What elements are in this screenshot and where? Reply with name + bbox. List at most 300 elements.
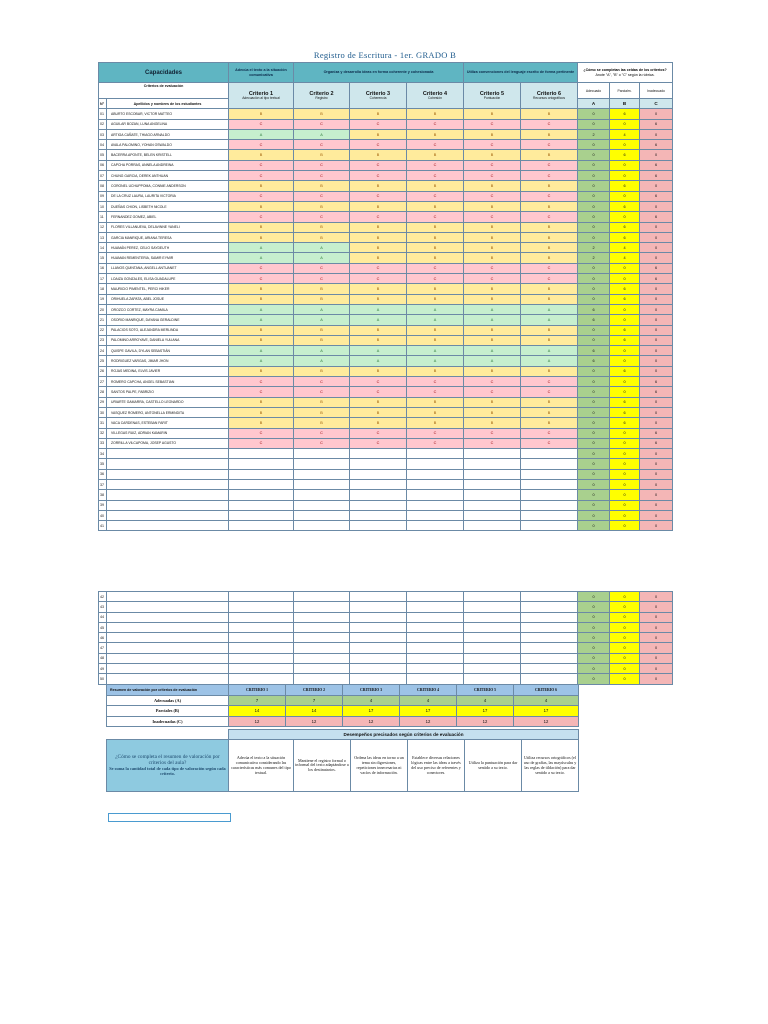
grade-cell[interactable]: C [350,387,407,397]
student-name[interactable]: FLORES VILLANUEVA, DELAVINNE YANELI [107,222,229,232]
grade-cell[interactable]: B [294,109,350,119]
grade-cell[interactable]: C [407,377,464,387]
grade-cell[interactable]: B [350,418,407,428]
grade-cell[interactable]: A [294,304,350,314]
empty-cell[interactable] [107,664,229,674]
grade-cell[interactable]: A [407,315,464,325]
grade-cell[interactable]: B [521,201,578,211]
student-name[interactable] [107,459,229,469]
empty-cell[interactable] [294,643,350,653]
grade-cell[interactable]: B [464,253,521,263]
grade-cell[interactable]: B [464,181,521,191]
grade-cell[interactable]: C [521,438,578,448]
student-name[interactable]: VASQUEZ ROMERO, ANTONELLA ERMINDITA [107,407,229,417]
grade-cell[interactable]: B [407,253,464,263]
grade-cell[interactable]: C [350,212,407,222]
grade-cell[interactable]: B [464,325,521,335]
grade-cell[interactable]: C [229,387,294,397]
grade-cell[interactable] [229,510,294,520]
grade-cell[interactable]: C [350,171,407,181]
grade-cell[interactable]: C [464,119,521,129]
student-name[interactable]: CORONEL UCHUPPOMA, CONNIE ANDERSON [107,181,229,191]
grade-cell[interactable]: C [294,274,350,284]
grade-cell[interactable] [294,459,350,469]
grade-cell[interactable]: A [521,356,578,366]
empty-cell[interactable] [407,622,464,632]
grade-cell[interactable]: B [229,284,294,294]
grade-cell[interactable]: B [229,335,294,345]
empty-cell[interactable] [350,602,407,612]
empty-cell[interactable] [229,674,294,684]
grade-cell[interactable]: C [464,263,521,273]
student-name[interactable] [107,510,229,520]
empty-cell[interactable] [350,653,407,663]
grade-cell[interactable]: B [229,325,294,335]
grade-cell[interactable]: B [294,325,350,335]
empty-cell[interactable] [229,592,294,602]
grade-cell[interactable]: C [229,274,294,284]
grade-cell[interactable] [521,479,578,489]
grade-cell[interactable]: B [521,325,578,335]
grade-cell[interactable]: C [294,140,350,150]
grade-cell[interactable]: B [350,335,407,345]
grade-cell[interactable]: A [229,346,294,356]
grade-cell[interactable]: B [521,397,578,407]
grade-cell[interactable]: C [521,171,578,181]
empty-cell[interactable] [107,633,229,643]
grade-cell[interactable]: B [294,284,350,294]
empty-cell[interactable] [294,612,350,622]
empty-cell[interactable] [294,622,350,632]
grade-cell[interactable]: C [521,274,578,284]
empty-cell[interactable] [521,592,578,602]
empty-cell[interactable] [107,643,229,653]
grade-cell[interactable]: C [229,263,294,273]
empty-cell[interactable] [350,643,407,653]
grade-cell[interactable]: C [521,387,578,397]
grade-cell[interactable]: C [521,212,578,222]
grade-cell[interactable]: B [294,222,350,232]
student-name[interactable]: BACERRA APONTE, BELEN KRISTELL [107,150,229,160]
grade-cell[interactable]: B [229,150,294,160]
empty-cell[interactable] [294,664,350,674]
grade-cell[interactable] [464,479,521,489]
grade-cell[interactable]: A [350,356,407,366]
student-name[interactable]: ROMERO CAPCHA, ANGEL SEBASTIAN [107,377,229,387]
grade-cell[interactable]: C [294,263,350,273]
grade-cell[interactable]: A [294,346,350,356]
grade-cell[interactable]: C [350,140,407,150]
grade-cell[interactable]: B [521,294,578,304]
grade-cell[interactable] [521,500,578,510]
student-name[interactable]: OSORIO MANRIQUE, DAYANA GERALDINE [107,315,229,325]
grade-cell[interactable]: C [229,160,294,170]
grade-cell[interactable]: B [464,366,521,376]
grade-cell[interactable] [407,490,464,500]
grade-cell[interactable] [464,459,521,469]
grade-cell[interactable]: B [350,232,407,242]
grade-cell[interactable]: C [407,160,464,170]
grade-cell[interactable]: B [521,253,578,263]
empty-cell[interactable] [229,633,294,643]
grade-cell[interactable]: B [407,294,464,304]
grade-cell[interactable] [521,521,578,531]
grade-cell[interactable]: B [350,397,407,407]
grade-cell[interactable]: A [350,304,407,314]
grade-cell[interactable]: C [229,171,294,181]
empty-cell[interactable] [521,643,578,653]
student-name[interactable] [107,469,229,479]
grade-cell[interactable]: B [407,222,464,232]
grade-cell[interactable]: B [229,201,294,211]
grade-cell[interactable] [464,510,521,520]
grade-cell[interactable]: A [521,346,578,356]
grade-cell[interactable]: C [407,140,464,150]
empty-cell[interactable] [229,664,294,674]
empty-cell[interactable] [294,602,350,612]
grade-cell[interactable]: B [294,407,350,417]
student-name[interactable]: HUAMAN REMENTERIA, SAMIR EYMIR [107,253,229,263]
student-name[interactable]: SANTOS PALPE, FABRIZIO [107,387,229,397]
student-name[interactable] [107,521,229,531]
empty-cell[interactable] [521,674,578,684]
grade-cell[interactable]: B [407,366,464,376]
grade-cell[interactable]: C [229,212,294,222]
student-name[interactable]: PALOMINO ARROYAVE, DANIELA YULIANA [107,335,229,345]
grade-cell[interactable] [350,449,407,459]
grade-cell[interactable]: A [464,356,521,366]
student-name[interactable]: ABURTO ESCOBAR, VICTOR MATTEO [107,109,229,119]
grade-cell[interactable]: C [294,191,350,201]
empty-cell[interactable] [294,674,350,684]
grade-cell[interactable]: B [229,418,294,428]
grade-cell[interactable]: B [407,129,464,139]
grade-cell[interactable] [350,510,407,520]
grade-cell[interactable]: C [294,171,350,181]
grade-cell[interactable]: C [407,119,464,129]
grade-cell[interactable]: A [464,304,521,314]
grade-cell[interactable]: C [294,387,350,397]
grade-cell[interactable] [407,521,464,531]
grade-cell[interactable]: B [464,335,521,345]
grade-cell[interactable]: B [464,129,521,139]
student-name[interactable]: HUAMÁN PEREZ, CELIO SAYDEUTH [107,243,229,253]
student-name[interactable]: RODRIGUEZ VARGAS, JIMAR JHON [107,356,229,366]
grade-cell[interactable]: B [464,284,521,294]
empty-cell[interactable] [229,602,294,612]
grade-cell[interactable]: C [350,428,407,438]
grade-cell[interactable] [521,490,578,500]
empty-cell[interactable] [521,633,578,643]
grade-cell[interactable]: C [350,191,407,201]
student-name[interactable]: ROJAS MEDINA, ELVIS JAVIER [107,366,229,376]
grade-cell[interactable]: C [229,140,294,150]
empty-cell[interactable] [407,602,464,612]
grade-cell[interactable]: C [229,438,294,448]
grade-cell[interactable]: C [464,377,521,387]
student-name[interactable] [107,500,229,510]
empty-cell[interactable] [350,612,407,622]
grade-cell[interactable]: C [521,428,578,438]
grade-cell[interactable] [350,521,407,531]
grade-cell[interactable]: B [350,201,407,211]
grade-cell[interactable]: B [521,418,578,428]
grade-cell[interactable] [350,490,407,500]
grade-cell[interactable]: C [464,428,521,438]
grade-cell[interactable]: A [294,356,350,366]
grade-cell[interactable]: B [407,243,464,253]
empty-cell[interactable] [350,674,407,684]
grade-cell[interactable]: B [521,407,578,417]
grade-cell[interactable]: B [464,222,521,232]
empty-cell[interactable] [521,622,578,632]
grade-cell[interactable]: B [407,232,464,242]
grade-cell[interactable]: C [521,160,578,170]
grade-cell[interactable]: B [350,109,407,119]
grade-cell[interactable] [294,500,350,510]
empty-cell[interactable] [229,612,294,622]
grade-cell[interactable]: A [407,304,464,314]
grade-cell[interactable] [464,521,521,531]
grade-cell[interactable]: C [294,160,350,170]
student-name[interactable]: GARCIA MANRIQUE, ARIANA TERESA [107,232,229,242]
grade-cell[interactable]: B [229,181,294,191]
grade-cell[interactable]: C [350,263,407,273]
empty-cell[interactable] [464,622,521,632]
empty-cell[interactable] [107,653,229,663]
grade-cell[interactable]: A [229,243,294,253]
grade-cell[interactable]: C [294,119,350,129]
grade-cell[interactable]: B [407,407,464,417]
grade-cell[interactable]: B [407,284,464,294]
empty-cell[interactable] [521,664,578,674]
empty-cell[interactable] [107,622,229,632]
grade-cell[interactable] [294,510,350,520]
grade-cell[interactable]: C [464,387,521,397]
student-name[interactable]: CAPCHA PORRAS, ANNELA ANDREINA [107,160,229,170]
grade-cell[interactable]: C [407,212,464,222]
grade-cell[interactable]: B [521,222,578,232]
empty-cell[interactable] [350,622,407,632]
empty-cell[interactable] [464,664,521,674]
grade-cell[interactable]: C [350,119,407,129]
empty-cell[interactable] [407,612,464,622]
student-name[interactable]: CHUNG GARCIA, DEREK ANTHUAN [107,171,229,181]
grade-cell[interactable]: C [521,119,578,129]
grade-cell[interactable]: C [464,171,521,181]
grade-cell[interactable]: A [229,304,294,314]
grade-cell[interactable]: A [350,315,407,325]
empty-cell[interactable] [407,592,464,602]
grade-cell[interactable]: B [350,129,407,139]
grade-cell[interactable]: C [294,428,350,438]
grade-cell[interactable]: B [521,232,578,242]
grade-cell[interactable] [294,521,350,531]
grade-cell[interactable]: A [229,356,294,366]
grade-cell[interactable]: C [350,377,407,387]
grade-cell[interactable] [229,500,294,510]
grade-cell[interactable]: B [407,201,464,211]
student-name[interactable]: AGUILAR BOZAN, LUNA ANGELINA [107,119,229,129]
grade-cell[interactable] [407,459,464,469]
grade-cell[interactable]: A [521,304,578,314]
grade-cell[interactable] [407,479,464,489]
grade-cell[interactable]: B [229,232,294,242]
grade-cell[interactable]: B [350,407,407,417]
grade-cell[interactable]: B [464,407,521,417]
student-name[interactable]: OROZCO CORTEZ, MAYRA CAMILA [107,304,229,314]
grade-cell[interactable]: B [464,294,521,304]
grade-cell[interactable]: B [350,284,407,294]
empty-cell[interactable] [350,633,407,643]
grade-cell[interactable]: C [350,438,407,448]
empty-cell[interactable] [229,653,294,663]
student-name[interactable] [107,449,229,459]
grade-cell[interactable]: A [464,315,521,325]
grade-cell[interactable] [521,459,578,469]
grade-cell[interactable]: B [521,150,578,160]
grade-cell[interactable]: C [464,438,521,448]
grade-cell[interactable]: B [350,294,407,304]
grade-cell[interactable] [294,479,350,489]
grade-cell[interactable]: A [407,356,464,366]
empty-cell[interactable] [294,653,350,663]
grade-cell[interactable] [521,510,578,520]
grade-cell[interactable] [229,469,294,479]
empty-cell[interactable] [407,653,464,663]
grade-cell[interactable]: B [350,243,407,253]
grade-cell[interactable]: C [407,428,464,438]
grade-cell[interactable]: C [407,387,464,397]
grade-cell[interactable]: B [294,366,350,376]
grade-cell[interactable]: B [464,397,521,407]
grade-cell[interactable]: B [350,325,407,335]
grade-cell[interactable]: C [521,191,578,201]
grade-cell[interactable]: C [229,191,294,201]
grade-cell[interactable]: B [229,397,294,407]
grade-cell[interactable]: B [229,366,294,376]
grade-cell[interactable] [464,469,521,479]
grade-cell[interactable]: C [350,160,407,170]
grade-cell[interactable]: C [294,212,350,222]
grade-cell[interactable] [229,459,294,469]
grade-cell[interactable]: C [229,428,294,438]
student-name[interactable]: URIARTE GAMARRA, CASTELLO LEONARDO [107,397,229,407]
grade-cell[interactable]: B [521,109,578,119]
grade-cell[interactable]: B [229,109,294,119]
empty-cell[interactable] [107,602,229,612]
grade-cell[interactable]: B [464,243,521,253]
student-name[interactable]: LLANOS QUINTANA, ANGELL ANTUANET [107,263,229,273]
student-name[interactable]: VILLEGAS RUIZ, ADRIAN KAMARIN [107,428,229,438]
empty-cell[interactable] [229,622,294,632]
grade-cell[interactable]: C [407,438,464,448]
grade-cell[interactable]: A [294,253,350,263]
grade-cell[interactable]: B [407,109,464,119]
student-name[interactable]: MAURICIO PIMENTEL, PERCI HIKER [107,284,229,294]
empty-cell[interactable] [407,664,464,674]
grade-cell[interactable]: B [350,253,407,263]
grade-cell[interactable] [350,469,407,479]
grade-cell[interactable] [464,490,521,500]
empty-cell[interactable] [521,612,578,622]
empty-cell[interactable] [294,592,350,602]
student-name[interactable]: PALACIOS SOTO, ALEJANDRA MERLINDA [107,325,229,335]
grade-cell[interactable] [464,500,521,510]
grade-cell[interactable]: C [350,274,407,284]
student-name[interactable]: ORIHUELA ZAPATA, ABEL JOSUE [107,294,229,304]
grade-cell[interactable]: B [407,335,464,345]
grade-cell[interactable]: B [294,418,350,428]
grade-cell[interactable] [464,449,521,459]
grade-cell[interactable]: C [521,140,578,150]
grade-cell[interactable]: B [521,366,578,376]
empty-cell[interactable] [407,674,464,684]
grade-cell[interactable]: C [464,274,521,284]
grade-cell[interactable]: C [521,377,578,387]
empty-cell[interactable] [107,612,229,622]
grade-cell[interactable] [407,500,464,510]
empty-cell[interactable] [107,592,229,602]
grade-cell[interactable] [294,490,350,500]
student-name[interactable]: VACA CARDENAS, ESTEBAN FARIT [107,418,229,428]
grade-cell[interactable]: B [521,181,578,191]
grade-cell[interactable]: C [464,140,521,150]
grade-cell[interactable]: B [294,201,350,211]
grade-cell[interactable]: B [294,232,350,242]
grade-cell[interactable]: A [229,315,294,325]
grade-cell[interactable]: B [350,181,407,191]
grade-cell[interactable]: B [350,366,407,376]
grade-cell[interactable]: A [294,129,350,139]
grade-cell[interactable]: B [350,222,407,232]
grade-cell[interactable]: B [294,150,350,160]
student-name[interactable]: QUISPE GAVILA, DYLAN SEBASTIÁN [107,346,229,356]
grade-cell[interactable]: B [294,397,350,407]
grade-cell[interactable]: A [229,129,294,139]
grade-cell[interactable]: C [464,191,521,201]
empty-cell[interactable] [464,653,521,663]
grade-cell[interactable]: A [294,315,350,325]
student-name[interactable]: FERNANDEZ GOMEZ, ABIEL [107,212,229,222]
grade-cell[interactable]: C [407,263,464,273]
grade-cell[interactable] [294,449,350,459]
grade-cell[interactable]: A [294,243,350,253]
empty-cell[interactable] [294,633,350,643]
grade-cell[interactable]: C [229,119,294,129]
grade-cell[interactable] [521,449,578,459]
grade-cell[interactable] [407,469,464,479]
grade-cell[interactable]: B [521,335,578,345]
empty-cell[interactable] [107,674,229,684]
grade-cell[interactable]: B [521,129,578,139]
grade-cell[interactable]: A [407,346,464,356]
grade-cell[interactable] [521,469,578,479]
grade-cell[interactable]: B [407,397,464,407]
grade-cell[interactable]: B [407,418,464,428]
grade-cell[interactable]: B [407,150,464,160]
grade-cell[interactable] [350,459,407,469]
grade-cell[interactable]: A [464,346,521,356]
grade-cell[interactable]: B [521,243,578,253]
grade-cell[interactable]: C [521,263,578,273]
grade-cell[interactable]: B [294,335,350,345]
empty-cell[interactable] [464,592,521,602]
grade-cell[interactable] [294,469,350,479]
empty-cell[interactable] [407,643,464,653]
grade-cell[interactable]: B [464,109,521,119]
grade-cell[interactable] [350,500,407,510]
